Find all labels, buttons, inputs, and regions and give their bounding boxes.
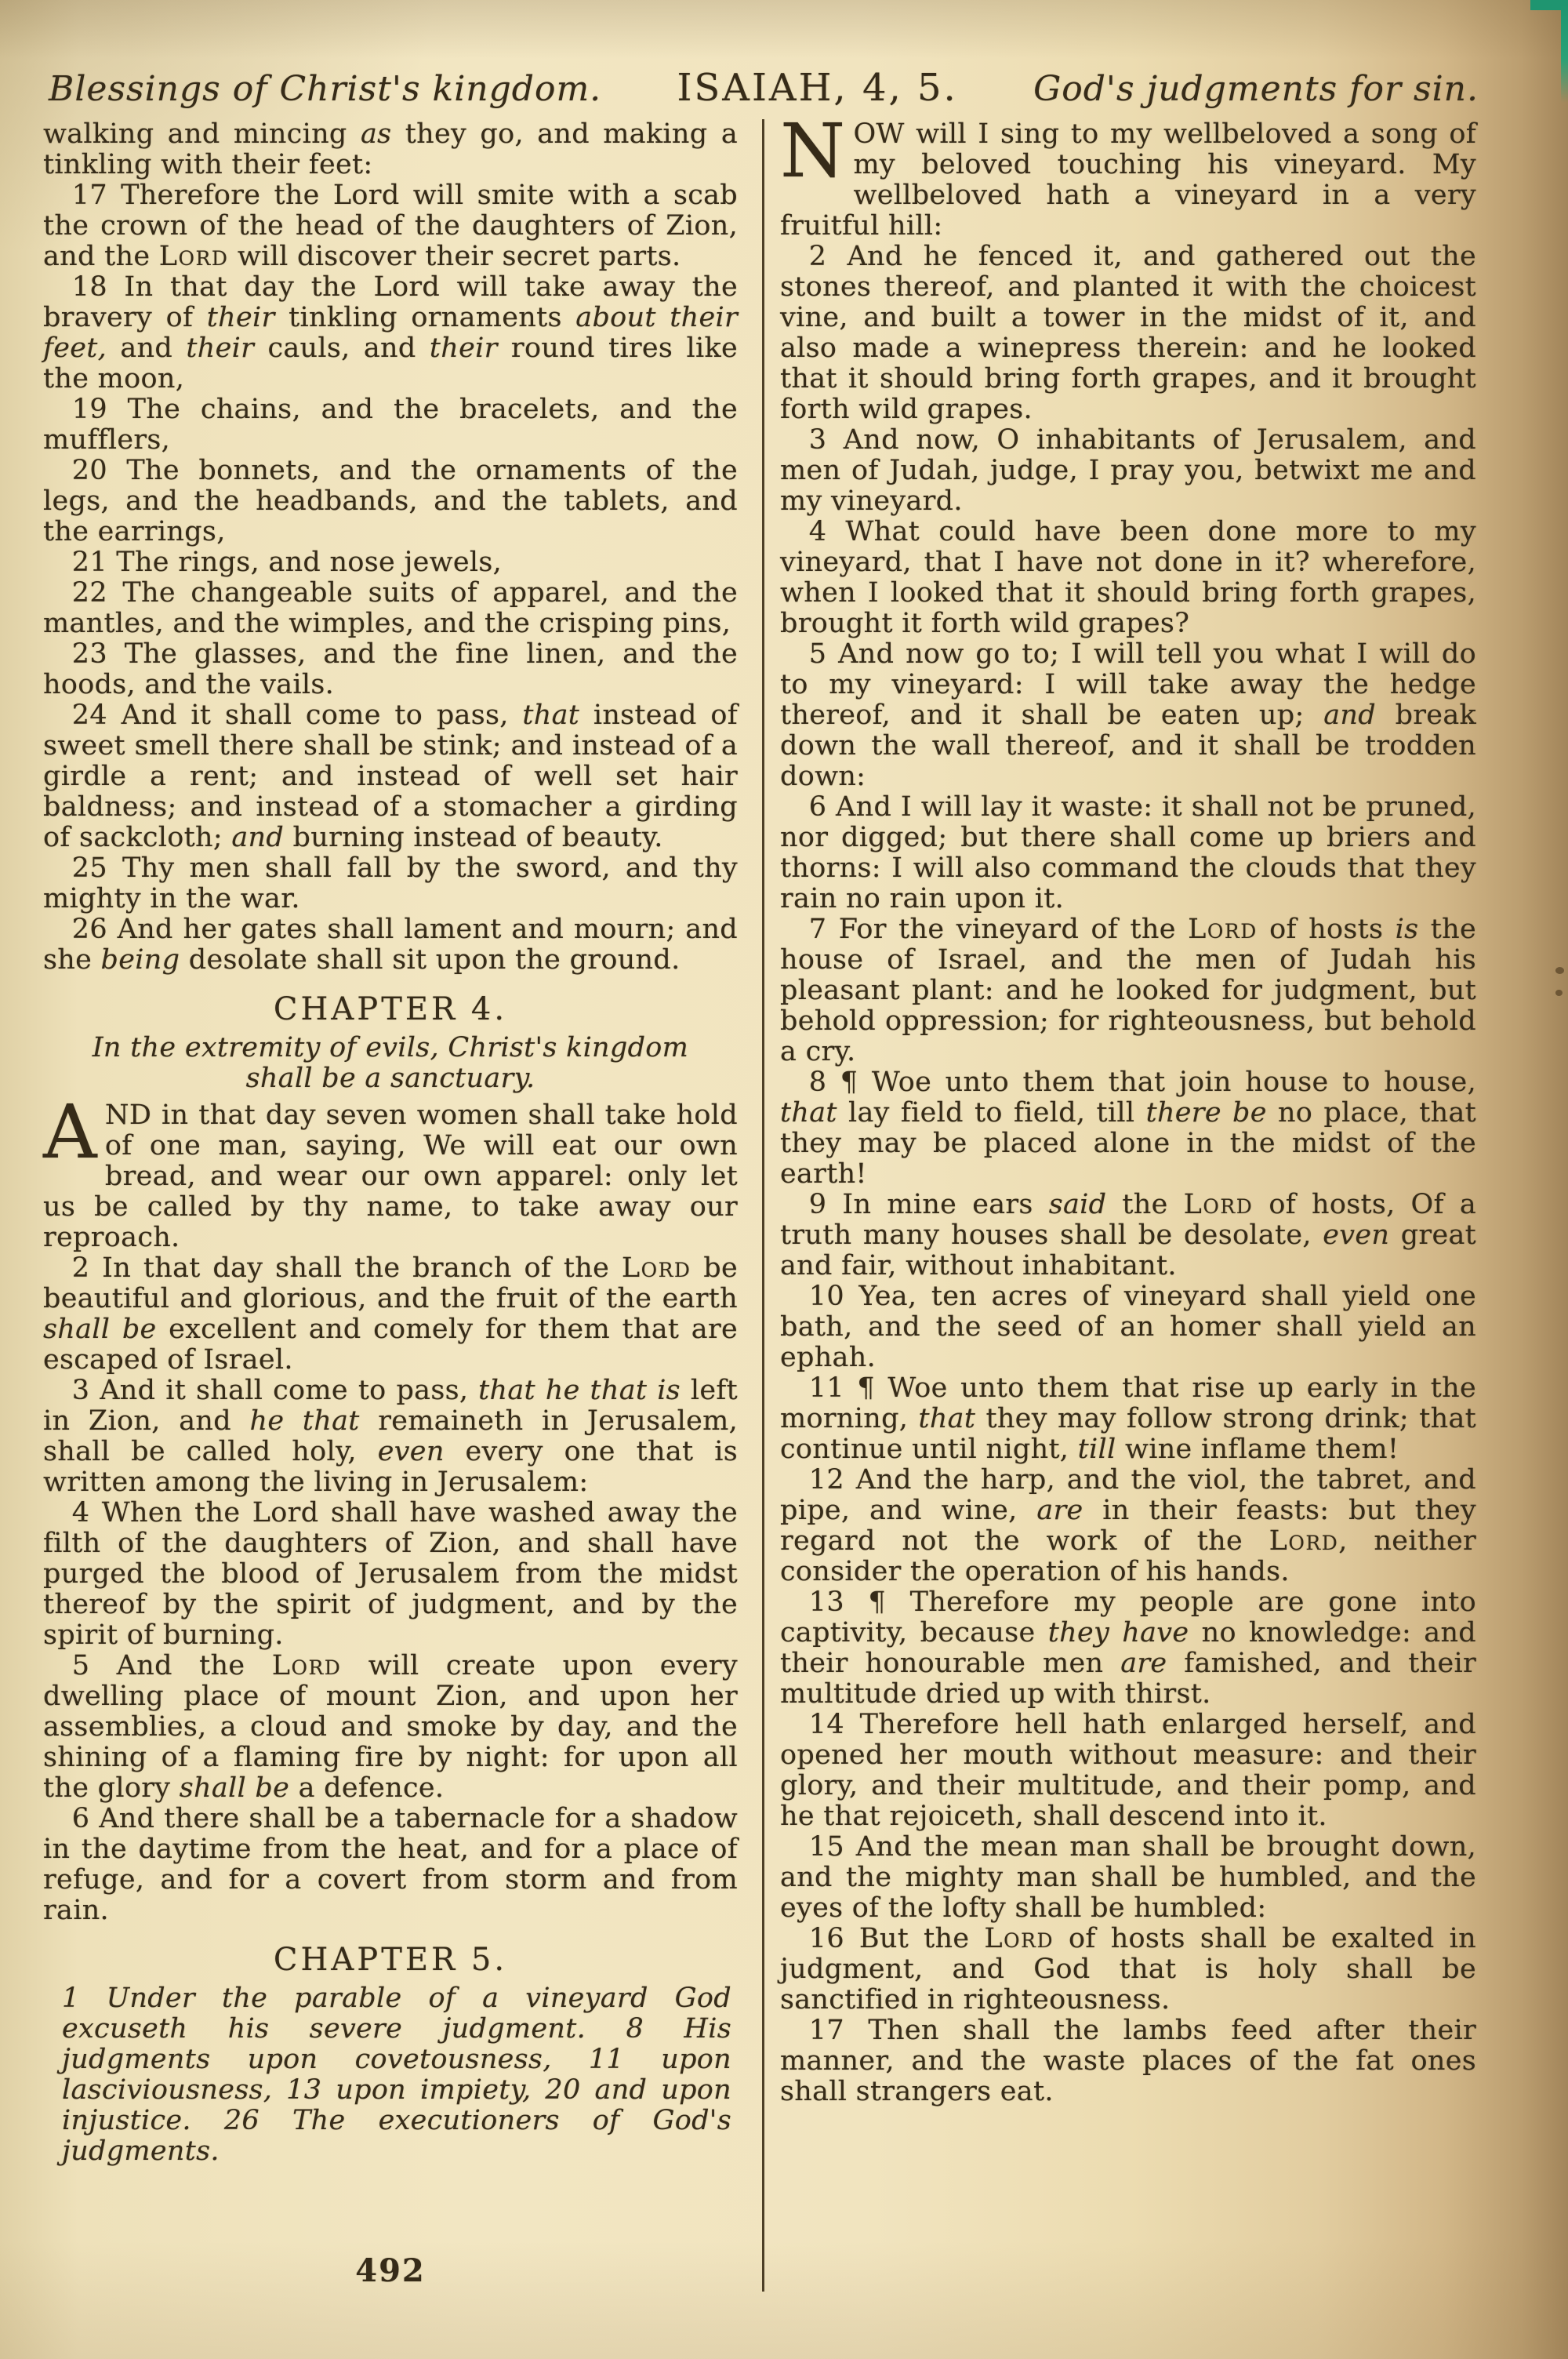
book-chapter-title: ISAIAH, 4, 5. bbox=[677, 66, 958, 110]
page-body bbox=[43, 108, 1477, 2292]
verse-paragraph: AND in that day seven women shall take hold of one man, saying, We will eat our own bread, and wear our own apparel: only let us be called by thy name, to take away our reproach. bbox=[43, 1089, 738, 1253]
page-speck bbox=[1555, 990, 1563, 996]
verse-paragraph: 26 And her gates shall lament and mourn; and she being desolate shall sit upon the ground. bbox=[43, 914, 738, 976]
verse-paragraph: 18 In that day the Lord will take away the bravery of their tinkling ornaments about their feet, and their cauls, and their round tires like the moon, bbox=[43, 271, 739, 394]
verse-paragraph: 3 And it shall come to pass, that he that is left in Zion, and he that remaineth in Jerusalem, shall be called holy, even every one that is written among the living in Jerusalem: bbox=[43, 1375, 738, 1498]
right-column bbox=[780, 108, 1477, 2292]
verse-paragraph: 6 And there shall be a tabernacle for a shadow in the daytime from the heat, and for a place of refuge, and for a covert from storm and from rain. bbox=[43, 1803, 738, 1926]
verse-paragraph: 4 What could have been done more to my vineyard, that I have not done in it? wherefore, when I looked that it should bring forth grapes, brought it forth wild grapes? bbox=[780, 516, 1476, 639]
verse-paragraph: 22 The changeable suits of apparel, and the mantles, and the wimples, and the crisping pins, bbox=[43, 577, 738, 639]
desk-surface-edge bbox=[1561, 5, 1568, 103]
verse-paragraph: 6 And I will lay it waste: it shall not be pruned, nor digged; but there shall come up briers and thorns: I will also command the clouds that they rain no rain upon it. bbox=[780, 791, 1476, 914]
verse-paragraph: 19 The chains, and the bracelets, and the mufflers, bbox=[43, 394, 738, 456]
verse-paragraph: 25 Thy men shall fall by the sword, and thy mighty in the war. bbox=[43, 852, 738, 914]
chapter-heading: CHAPTER 5. bbox=[273, 1942, 508, 1978]
left-column bbox=[43, 119, 738, 2292]
verse-paragraph: 4 When the Lord shall have washed away the filth of the daughters of Zion, and shall have purged the blood of Jerusalem from the midst thereof by the spirit of judgment, and by the spirit of burning. bbox=[43, 1497, 738, 1651]
page-speck bbox=[1555, 967, 1564, 974]
running-header bbox=[49, 66, 1479, 110]
verse-paragraph: 10 Yea, ten acres of vineyard shall yield one bath, and the seed of an homer shall yield an ephah. bbox=[780, 1281, 1476, 1373]
verse-paragraph: 12 And the harp, and the viol, the tabret, and pipe, and wine, are in their feasts: but they regard not the work of the Lord, neither consider the operation of his hands. bbox=[780, 1464, 1476, 1587]
verse-paragraph: 2 In that day shall the branch of the Lord be beautiful and glorious, and the fruit of the earth shall be excellent and comely for them that are escaped of Israel. bbox=[43, 1252, 738, 1376]
column-divider bbox=[762, 119, 764, 2292]
drop-cap-letter: A bbox=[43, 1089, 97, 1176]
verse-paragraph: 24 And it shall come to pass, that instead of sweet smell there shall be stink; and instead of a girdle a rent; and instead of well set hair baldness; and instead of a stomacher a girding of sackcloth; and burning instead of beauty. bbox=[43, 700, 738, 853]
verse-paragraph: 9 In mine ears said the Lord of hosts, Of a truth many houses shall be desolate, even great and fair, without inhabitant. bbox=[780, 1189, 1476, 1281]
verse-paragraph: 5 And the Lord will create upon every dwelling place of mount Zion, and upon her assemblies, a cloud and smoke by day, and the shining of a flaming fire by night: for upon all the glory shall be a defence. bbox=[43, 1650, 738, 1804]
verse-paragraph: 13 ¶ Therefore my people are gone into captivity, because they have no knowledge: and their honourable men are famished, and their multitude dried up with thirst. bbox=[780, 1587, 1477, 1710]
running-head-right: God's judgments for sin. bbox=[1033, 69, 1479, 109]
verse-paragraph: 11 ¶ Woe unto them that rise up early in the morning, that they may follow strong drink; that continue until night, till wine inflame them! bbox=[780, 1372, 1477, 1465]
running-head-left: Blessings of Christ's kingdom. bbox=[49, 69, 602, 109]
verse-paragraph: 7 For the vineyard of the Lord of hosts is the house of Israel, and the men of Judah his pleasant plant: and he looked for judgment, but behold oppression; for righteousness, but behold a cry. bbox=[780, 914, 1476, 1067]
chapter-heading: CHAPTER 4. bbox=[273, 991, 508, 1027]
verse-paragraph: 23 The glasses, and the fine linen, and the hoods, and the vails. bbox=[43, 638, 738, 700]
verse-paragraph: 14 Therefore hell hath enlarged herself, and opened her mouth without measure: and their glory, and their multitude, and their pomp, and he that rejoiceth, shall descend into it. bbox=[780, 1709, 1476, 1832]
verse-paragraph: 21 The rings, and nose jewels, bbox=[71, 547, 503, 578]
chapter-summary: 1 Under the parable of a vineyard God excuseth his severe judgment. 8 His judgments upon covetousness, 11 upon lasciviousness, 13 upon impiety, 20 and upon injustice. 26 The executioners of God's judgments. bbox=[62, 1983, 731, 2167]
verse-paragraph: 2 And he fenced it, and gathered out the stones thereof, and planted it with the choicest vine, and built a tower in the midst of it, and also made a winepress therein: and he looked that it should bring forth grapes, and it brought forth wild grapes. bbox=[780, 241, 1476, 425]
page-number: 492 bbox=[355, 2252, 426, 2289]
verse-paragraph: 8 ¶ Woe unto them that join house to house, that lay field to field, till there be no place, that they may be placed alone in the midst of the earth! bbox=[780, 1067, 1477, 1190]
verse-paragraph: 20 The bonnets, and the ornaments of the legs, and the headbands, and the tablets, and the earrings, bbox=[43, 455, 738, 547]
verse-paragraph: 16 But the Lord of hosts shall be exalted in judgment, and God that is holy shall be sanctified in righteousness. bbox=[780, 1923, 1476, 2016]
drop-cap-letter: N bbox=[780, 108, 846, 194]
chapter-summary: In the extremity of evils, Christ's kingdom shall be a sanctuary. bbox=[92, 1032, 689, 1094]
verse-paragraph: 15 And the mean man shall be brought down, and the mighty man shall be humbled, and the eyes of the lofty shall be humbled: bbox=[780, 1831, 1476, 1924]
verse-paragraph: 17 Then shall the lambs feed after their manner, and the waste places of the fat ones shall strangers eat. bbox=[780, 2015, 1476, 2107]
verse-paragraph: 3 And now, O inhabitants of Jerusalem, and men of Judah, judge, I pray you, betwixt me and my vineyard. bbox=[780, 424, 1476, 517]
verse-paragraph: 5 And now go to; I will tell you what I will do to my vineyard: I will take away the hedge thereof, and it shall be eaten up; and break down the wall thereof, and it shall be trodden down: bbox=[780, 638, 1476, 792]
verse-paragraph: NOW will I sing to my wellbeloved a song of my beloved touching his vineyard. My wellbeloved hath a vineyard in a very fruitful hill: bbox=[780, 108, 1476, 242]
verse-paragraph: walking and mincing as they go, and making a tinkling with their feet: bbox=[43, 118, 738, 180]
verse-paragraph: 17 Therefore the Lord will smite with a scab the crown of the head of the daughters of Zion, and the Lord will discover their secret parts. bbox=[43, 180, 738, 272]
